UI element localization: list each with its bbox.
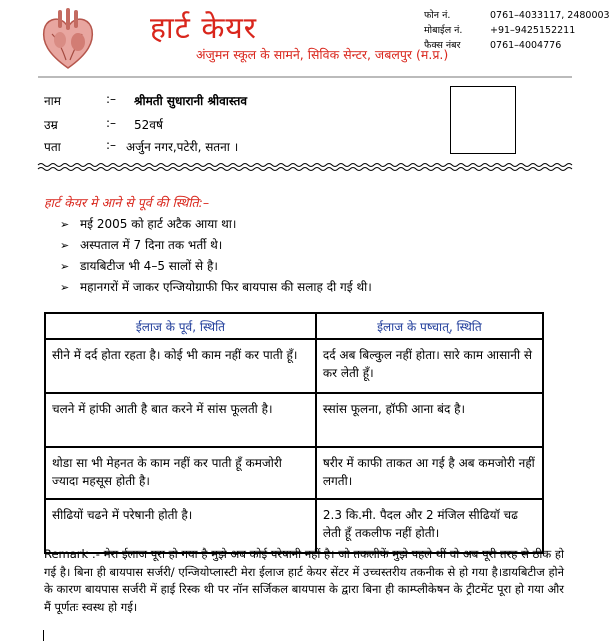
remark-label: Remark :- — [44, 547, 100, 561]
list-item-text: डायबिटीज भी 4–5 सालों से है। — [80, 259, 218, 273]
address-separator: :– — [106, 138, 117, 152]
age-value: 52वर्ष — [134, 118, 163, 132]
table-row — [45, 447, 543, 492]
list-item — [60, 235, 372, 256]
list-item — [60, 256, 372, 277]
table-cell: चलने में हांफी आती है बात करने में सांस फूलती है। — [45, 393, 316, 440]
name-label: नाम — [44, 94, 61, 108]
arrow-bullet-icon: ➢ — [60, 260, 70, 273]
list-item — [60, 277, 372, 298]
photo-box — [450, 86, 516, 154]
table-row — [45, 499, 543, 546]
contact-phone-value: 0761–4033117, 2480003 — [490, 10, 610, 21]
age-label: उम्र — [44, 118, 58, 132]
contact-fax-value: 0761–4004776 — [490, 40, 562, 51]
remark-paragraph — [44, 546, 564, 616]
arrow-bullet-icon: ➢ — [60, 218, 70, 231]
list-item-text: महानगरों में जाकर एन्जियोग्राफी फिर बायपास की सलाह दी गई थी। — [80, 280, 372, 294]
header-divider — [38, 76, 572, 78]
history-heading: हार्ट केयर मे आने से पूर्व की स्थिति:– — [44, 195, 210, 210]
age-separator: :– — [106, 116, 117, 130]
table-cell: षरीर में काफी ताकत आ गई है अब कमजोरी नहीं लगती। — [316, 447, 543, 492]
contact-phone-label: फोन नं. — [424, 10, 451, 21]
arrow-bullet-icon: ➢ — [60, 281, 70, 294]
page-title: हार्ट केयर — [150, 11, 258, 46]
address-value: अर्जुन नगर,पटेरी, सतना । — [126, 140, 239, 154]
table-cell: थोडा सा भी मेहनत के काम नहीं कर पाती हूँ कमजोरी ज्यादा महसूस होती है। — [45, 447, 316, 492]
contact-labels — [424, 8, 462, 53]
table-header-row — [45, 313, 543, 339]
arrow-bullet-icon: ➢ — [60, 239, 70, 252]
contact-mobile-value: +91–9425152211 — [490, 25, 576, 36]
name-value: श्रीमती सुधारानी श्रीवास्तव — [134, 94, 248, 108]
table-cell: 2.3 कि.मी. पैदल और 2 मंजिल सीढियॉ चढ लेती हूँ तकलीफ नहीं होती। — [316, 499, 543, 546]
text-cursor — [43, 630, 44, 641]
table-row — [45, 339, 543, 386]
contact-values — [490, 8, 610, 53]
table-cell: सीढियों चढने में परेषानी होती है। — [45, 499, 316, 546]
address-label: पता — [44, 140, 61, 154]
table-cell: सीने में दर्द होता रहता है। कोई भी काम नहीं कर पाती हूँ। — [45, 339, 316, 386]
history-list — [60, 214, 372, 298]
contact-mobile-label: मोबाईल नं. — [424, 25, 463, 36]
heart-anatomy-icon — [38, 8, 98, 72]
comparison-table — [44, 312, 544, 554]
table-row — [45, 393, 543, 440]
list-item-text: मई 2005 को हार्ट अटैक आया था। — [80, 217, 237, 231]
wavy-divider — [38, 162, 572, 172]
remark-text: मेरा ईलाज पूरा हो गया है मुझे अब कोई परेषानी नहीं है। जो तकलीफें मुझे पहले थीं वो अब पूरी तरह से ठीक हो गई है। बिना ही बायपास सर्जरी/ एन्जियोप्लास्टी मेरा ईलाज हार्ट केयर सेंटर में उच्चस्तरीय तकनीक से हो गया है।डायबिटीज होने के कारण बायपास सर्जरी में हाई रिस्क थी पर नॉन सर्जिकल बायपास के द्वारा बिना ही काम्प्लीकेषन के ट्रीटमेंट पूरा हो गया और मैं पूर्णतः स्वस्थ हो गई। — [44, 547, 564, 614]
contact-fax-label: फैक्स नंबर — [424, 40, 461, 51]
list-item-text: अस्पताल में 7 दिना तक भर्ती थे। — [80, 238, 223, 252]
table-cell: दर्द अब बिल्कुल नहीं होता। सारे काम आसानी से कर लेती हूँ। — [316, 339, 543, 386]
header-before-treatment: ईलाज के पूर्व, स्थिति — [45, 313, 316, 339]
table-cell: स्सांस फूलना, हॉफी आना बंद है। — [316, 393, 543, 440]
clinic-address: अंजुमन स्कूल के सामने, सिविक सेन्टर, जबलपुर (म.प्र.) — [196, 47, 449, 62]
list-item — [60, 214, 372, 235]
name-separator: :– — [106, 92, 117, 106]
header-after-treatment: ईलाज के पष्चात्, स्थिति — [316, 313, 543, 339]
